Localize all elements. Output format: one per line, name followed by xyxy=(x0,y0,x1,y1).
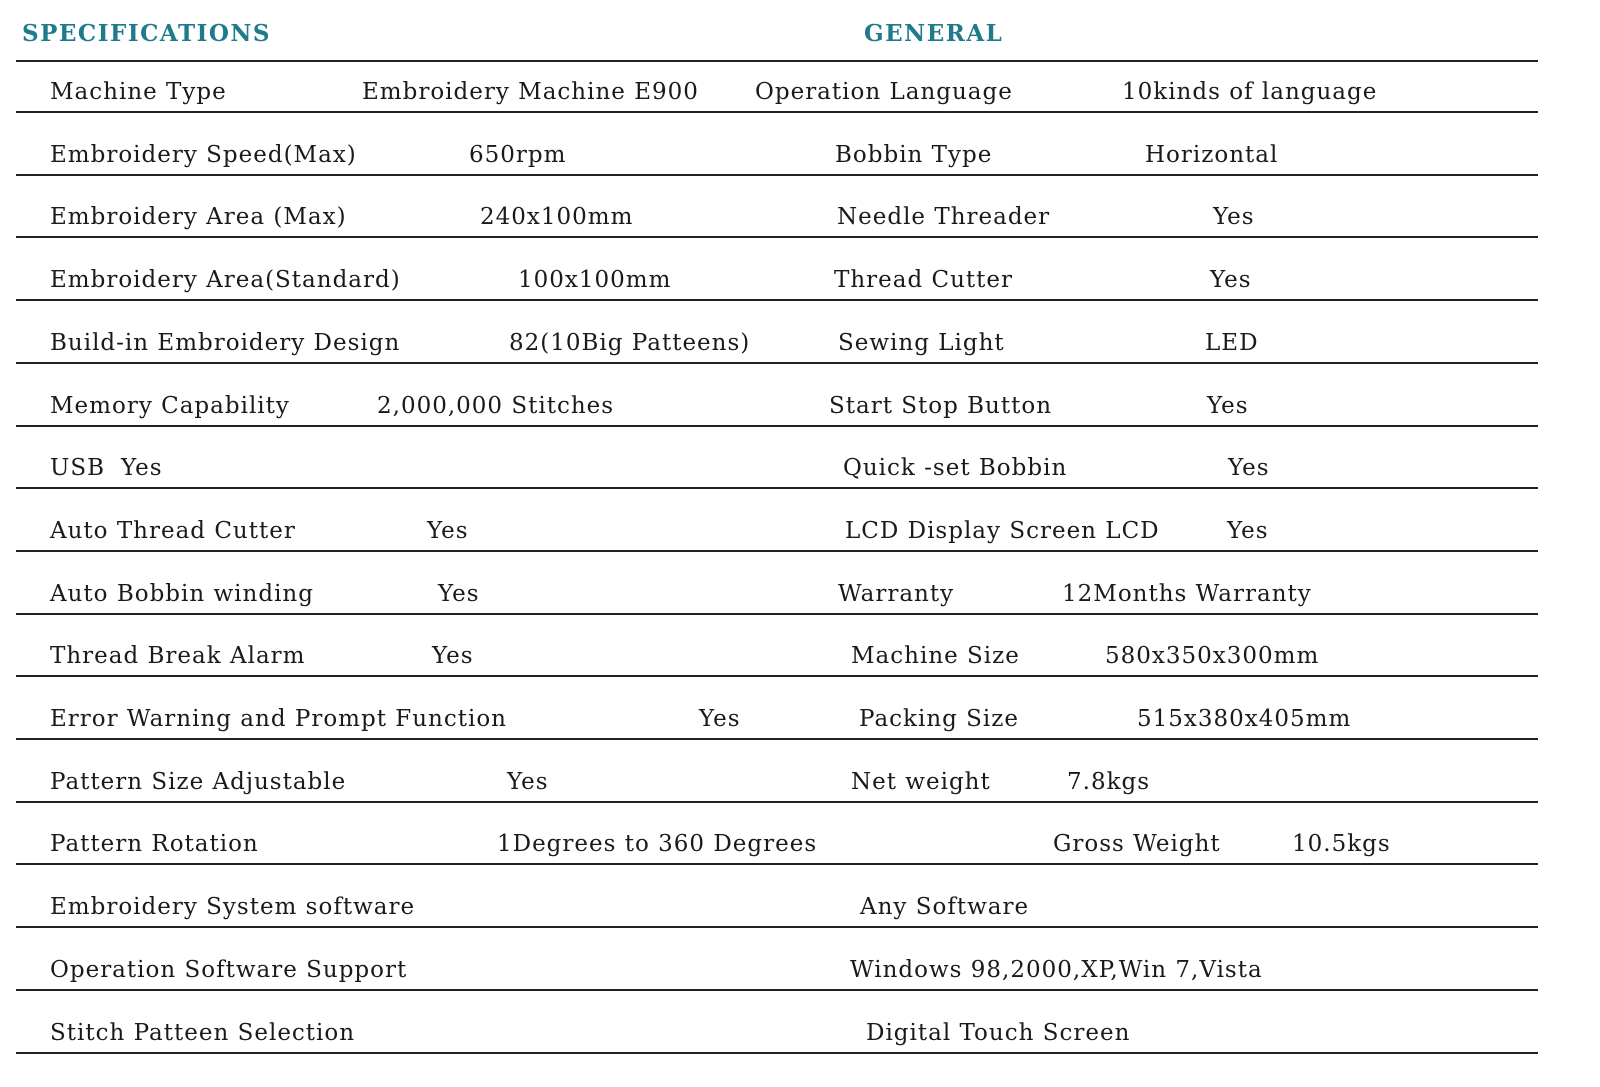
general-value: 10.5kgs xyxy=(1292,831,1391,858)
general-label: Windows 98,2000,XP,Win 7,Vista xyxy=(850,956,1263,983)
general-label: Packing Size xyxy=(859,706,1020,732)
table-top-rule xyxy=(16,60,1538,62)
row-divider xyxy=(16,1052,1538,1054)
row-divider xyxy=(16,863,1538,865)
general-value: 7.8kgs xyxy=(1067,768,1151,795)
row-divider xyxy=(16,801,1538,803)
row-divider xyxy=(16,989,1538,991)
general-value: 580x350x300mm xyxy=(1105,643,1320,670)
spec-label: Embroidery Area (Max) xyxy=(50,204,347,231)
spec-label: USB xyxy=(50,455,106,482)
spec-label: Operation Software Support xyxy=(50,956,408,983)
row-divider xyxy=(16,738,1538,740)
general-label: Net weight xyxy=(851,768,991,795)
spec-value: Yes xyxy=(121,455,163,482)
general-value: Yes xyxy=(1207,392,1249,419)
spec-value: Yes xyxy=(507,768,549,795)
general-value: Yes xyxy=(1227,517,1269,544)
row-divider xyxy=(16,487,1538,489)
row-divider xyxy=(16,174,1538,176)
spec-label: Error Warning and Prompt Function xyxy=(50,706,507,732)
general-label: Gross Weight xyxy=(1053,831,1221,858)
spec-value: 1Degrees to 360 Degrees xyxy=(497,831,818,858)
general-label: Warranty xyxy=(838,580,955,607)
general-label: LCD Display Screen LCD xyxy=(845,517,1160,544)
general-label: Any Software xyxy=(860,894,1030,921)
general-label: Thread Cutter xyxy=(834,267,1014,294)
spec-label: Pattern Size Adjustable xyxy=(50,768,347,795)
spec-label: Embroidery Area(Standard) xyxy=(50,267,401,294)
spec-value: 650rpm xyxy=(469,141,567,168)
general-label: Start Stop Button xyxy=(829,392,1053,419)
row-divider xyxy=(16,299,1538,301)
spec-value: Yes xyxy=(432,643,474,670)
general-value: Horizontal xyxy=(1145,141,1279,168)
general-value: Yes xyxy=(1228,455,1270,482)
spec-value: 82(10Big Patteens) xyxy=(509,329,751,356)
row-divider xyxy=(16,111,1538,113)
row-divider xyxy=(16,236,1538,238)
general-label: Needle Threader xyxy=(837,204,1051,231)
spec-label: Machine Type xyxy=(50,79,227,105)
spec-label: Auto Thread Cutter xyxy=(50,517,296,544)
row-divider xyxy=(16,926,1538,928)
general-value: 515x380x405mm xyxy=(1137,706,1352,732)
spec-value: 240x100mm xyxy=(480,204,634,231)
general-label: Bobbin Type xyxy=(835,141,993,168)
spec-label: Build-in Embroidery Design xyxy=(50,329,401,356)
spec-label: Pattern Rotation xyxy=(50,831,259,858)
spec-value: Yes xyxy=(699,706,741,732)
spec-label: Stitch Patteen Selection xyxy=(50,1019,356,1046)
spec-label: Auto Bobbin winding xyxy=(50,580,314,607)
spec-value: Yes xyxy=(438,580,480,607)
general-label: Digital Touch Screen xyxy=(866,1019,1131,1046)
general-value: LED xyxy=(1205,329,1259,356)
row-divider xyxy=(16,613,1538,615)
general-value: Yes xyxy=(1210,267,1252,294)
general-value: 10kinds of language xyxy=(1122,79,1378,105)
row-divider xyxy=(16,675,1538,677)
spec-label: Memory Capability xyxy=(50,392,290,419)
general-label: Operation Language xyxy=(755,79,1013,105)
spec-value: 2,000,000 Stitches xyxy=(377,392,615,419)
spec-label: Embroidery Speed(Max) xyxy=(50,141,357,168)
general-label: Sewing Light xyxy=(838,329,1005,356)
general-heading: GENERAL xyxy=(864,20,1004,47)
spec-label: Embroidery System software xyxy=(50,894,416,921)
general-value: Yes xyxy=(1213,204,1255,231)
general-label: Machine Size xyxy=(851,643,1020,670)
row-divider xyxy=(16,550,1538,552)
spec-value: Yes xyxy=(427,517,469,544)
general-value: 12Months Warranty xyxy=(1062,580,1312,607)
row-divider xyxy=(16,425,1538,427)
spec-value: 100x100mm xyxy=(518,267,672,294)
general-label: Quick -set Bobbin xyxy=(843,455,1068,482)
specifications-heading: SPECIFICATIONS xyxy=(22,20,272,47)
row-divider xyxy=(16,362,1538,364)
spec-label: Thread Break Alarm xyxy=(50,643,306,670)
spec-value: Embroidery Machine E900 xyxy=(362,79,699,105)
